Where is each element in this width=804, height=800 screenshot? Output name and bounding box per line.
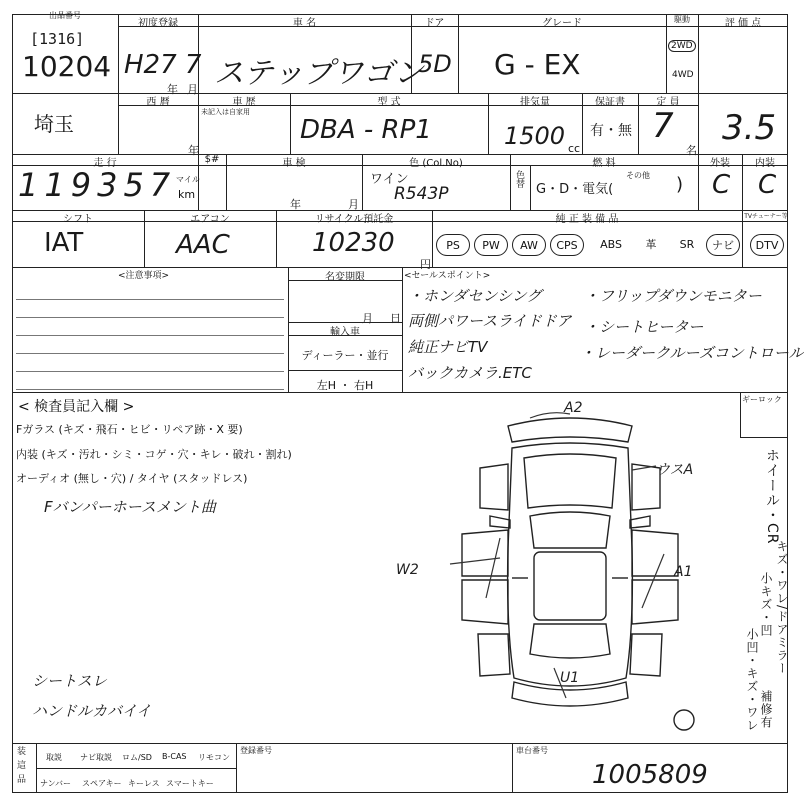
door-value: 5D bbox=[418, 50, 452, 78]
first-reg-nen: 年 bbox=[167, 83, 178, 96]
sales-point-2: 両側パワースライドドア bbox=[408, 312, 572, 330]
divider bbox=[288, 335, 402, 336]
model-name: ステップワゴン bbox=[214, 56, 424, 91]
header-inspection: 車 検 bbox=[282, 158, 306, 169]
color-name: ワイン bbox=[370, 172, 409, 187]
mark-a1: A1 bbox=[674, 564, 693, 580]
equip-pw: PW bbox=[474, 234, 508, 256]
equip-dtv: DTV bbox=[750, 234, 784, 256]
history-nen: 年 bbox=[188, 144, 199, 157]
recycle-value: 10230 bbox=[312, 228, 395, 258]
lot-code: [1316] bbox=[30, 30, 85, 48]
mileage-unit-mile: マイル bbox=[176, 175, 200, 184]
header-recycle: リサイクル預託金 bbox=[314, 214, 394, 225]
drive-4wd: 4WD bbox=[672, 70, 694, 80]
footer-item-rom: ロム/SD bbox=[122, 753, 152, 762]
keyless-label: ギーロック bbox=[742, 395, 782, 404]
grade-value: G - EX bbox=[494, 48, 581, 81]
header-shift: シフト bbox=[63, 214, 93, 225]
inspector-audio: オーディオ (無し・穴) / タイヤ (スタッドレス) bbox=[16, 472, 248, 485]
header-history: 車 歴 bbox=[232, 97, 256, 108]
inspector-note-3: ハンドルカバイイ bbox=[32, 702, 152, 720]
header-score: 評 価 点 bbox=[724, 18, 762, 29]
equip-cps: CPS bbox=[550, 234, 584, 256]
header-color: 色 (Col.No) bbox=[409, 158, 463, 169]
header-door: ドア bbox=[424, 18, 445, 29]
footer-item-bcas: B-CAS bbox=[162, 752, 187, 761]
sales-header: <セールスポイント> bbox=[404, 271, 491, 281]
divider bbox=[666, 14, 667, 94]
divider bbox=[236, 743, 237, 793]
sales-point-5: ・フリップダウンモニター bbox=[584, 287, 762, 305]
inspector-header: < 検査員記入欄 > bbox=[18, 399, 135, 415]
name-change-month: 月 bbox=[362, 312, 373, 325]
footer-item-navi-manual: ナビ取説 bbox=[80, 753, 112, 762]
displacement-value: 1500 bbox=[504, 122, 566, 150]
equip-ps: PS bbox=[436, 234, 470, 256]
warranty-value: 有・無 bbox=[590, 123, 632, 139]
inspection-nen: 年 bbox=[290, 198, 301, 211]
header-meter: $# bbox=[204, 154, 220, 165]
inspection-tsuki: 月 bbox=[348, 198, 359, 211]
header-type: 型 式 bbox=[377, 97, 401, 108]
header-interior: 内装 bbox=[755, 158, 775, 169]
header-aircon: エアコン bbox=[190, 214, 230, 225]
shift-value: IAT bbox=[44, 228, 84, 258]
header-model-name: 車 名 bbox=[292, 18, 317, 29]
color-change-label: 色替 bbox=[514, 170, 524, 188]
header-grade: グレード bbox=[542, 18, 582, 29]
mileage-value: 119357 bbox=[18, 166, 177, 204]
notes-lines bbox=[16, 282, 284, 390]
recycle-unit: 円 bbox=[420, 258, 431, 271]
mileage-unit-km: km bbox=[178, 188, 196, 201]
fuel-close: ) bbox=[676, 174, 684, 195]
footer-chassis: 車台番号 bbox=[516, 746, 548, 755]
exterior-score: C bbox=[712, 170, 731, 200]
inspector-note-1: Fバンパーホースメント曲 bbox=[44, 498, 216, 516]
legend-4: 小凹・キズ・ワレ bbox=[745, 628, 759, 732]
equip-leather: 革 bbox=[645, 238, 657, 251]
capacity-value: 7 bbox=[652, 106, 674, 146]
equip-abs: ABS bbox=[600, 238, 622, 251]
import-header: 輸入車 bbox=[330, 327, 360, 338]
header-displacement: 排気量 bbox=[520, 97, 550, 108]
header-drive: 駆動 bbox=[674, 15, 690, 24]
legend-2: キズ・ワレ/ドアミラー bbox=[775, 540, 789, 676]
inspector-interior: 内装 (キズ・汚れ・シミ・コゲ・穴・キレ・破れ・割れ) bbox=[16, 448, 292, 461]
equip-navi: ナビ bbox=[706, 234, 740, 256]
car-diagram bbox=[396, 398, 740, 738]
mark-a2: A2 bbox=[564, 400, 583, 416]
fuel-other: その他 bbox=[626, 171, 650, 180]
footer-item-manual: 取説 bbox=[46, 753, 62, 762]
equip-sr: SR bbox=[679, 238, 695, 251]
header-mileage: 走 行 bbox=[93, 158, 117, 169]
capacity-unit: 名 bbox=[686, 144, 697, 157]
header-lot: 出品番号 bbox=[49, 11, 81, 20]
divider bbox=[36, 768, 236, 769]
legend-3: 小キズ・凹 bbox=[759, 572, 773, 637]
notes-header: <注意事項> bbox=[118, 271, 170, 281]
interior-score: C bbox=[758, 170, 777, 200]
footer-registration: 登録番号 bbox=[240, 746, 272, 755]
displacement-unit: cc bbox=[568, 142, 581, 155]
divider bbox=[402, 267, 403, 393]
score-value: 3.5 bbox=[722, 108, 777, 148]
lot-number: 10204 bbox=[22, 50, 112, 83]
footer-item-keyless: キーレス bbox=[128, 779, 160, 788]
header-equipment: 純 正 装 備 品 bbox=[555, 214, 619, 225]
footer-item-smart-key: スマートキー bbox=[166, 779, 214, 788]
mark-w2: W2 bbox=[396, 562, 419, 578]
divider bbox=[288, 280, 402, 281]
header-west-east: 西 暦 bbox=[146, 97, 170, 108]
footer-mount: 装 這 品 bbox=[17, 747, 27, 785]
mark-u1: U1 bbox=[560, 670, 580, 686]
fuel-options: G・D・電気( bbox=[536, 182, 614, 197]
divider bbox=[530, 165, 531, 211]
aircon-value: AAC bbox=[176, 230, 230, 260]
inspector-glass: Fガラス (キズ・飛石・ヒビ・リペア跡・X 要) bbox=[16, 423, 243, 436]
sales-point-6: ・シートヒーター bbox=[584, 318, 704, 336]
header-capacity: 定 員 bbox=[656, 97, 680, 108]
header-tuner: TVチューナー等 bbox=[744, 213, 788, 220]
footer-item-spare-key: スペアキー bbox=[82, 779, 122, 788]
inspector-note-2: シートスレ bbox=[32, 672, 107, 690]
legend-5: 補修有 bbox=[759, 690, 773, 729]
legend-1: ホイール・CR bbox=[764, 448, 780, 545]
footer-item-plate: ナンバー bbox=[40, 779, 72, 788]
header-fuel: 燃 料 bbox=[592, 158, 616, 169]
model-code: DBA - RP1 bbox=[300, 115, 432, 145]
divider bbox=[698, 93, 699, 155]
handle-label: 左H ・ 右H bbox=[316, 379, 374, 392]
header-first-reg: 初度登録 bbox=[138, 18, 178, 29]
prefecture: 埼玉 bbox=[34, 112, 74, 136]
divider bbox=[742, 210, 743, 268]
divider bbox=[512, 743, 513, 793]
first-reg-tsuki: 月 bbox=[187, 83, 198, 96]
equip-aw: AW bbox=[512, 234, 546, 256]
history-note: 未記入は自家用 bbox=[201, 108, 250, 116]
divider bbox=[288, 370, 402, 371]
dealer-label: ディーラー・並行 bbox=[301, 349, 389, 362]
sales-point-1: ・ホンダセンシング bbox=[408, 287, 542, 305]
footer-item-remote: リモコン bbox=[198, 753, 230, 762]
sales-point-3: 純正ナビTV bbox=[408, 338, 488, 356]
mark-usu-a: ウスA bbox=[656, 462, 694, 478]
chassis-number: 1005809 bbox=[592, 760, 708, 790]
drive-2wd: 2WD bbox=[668, 40, 696, 52]
color-code: R543P bbox=[394, 184, 449, 204]
sales-point-4: バックカメラ.ETC bbox=[408, 364, 532, 382]
header-warranty: 保証書 bbox=[595, 97, 625, 108]
name-change-day: 日 bbox=[390, 312, 401, 325]
header-exterior: 外装 bbox=[710, 158, 730, 169]
name-change-header: 名変期限 bbox=[325, 272, 365, 283]
first-reg-value: H27 7 bbox=[124, 50, 202, 80]
sales-point-7: ・レーダークルーズコントロール bbox=[580, 344, 804, 362]
